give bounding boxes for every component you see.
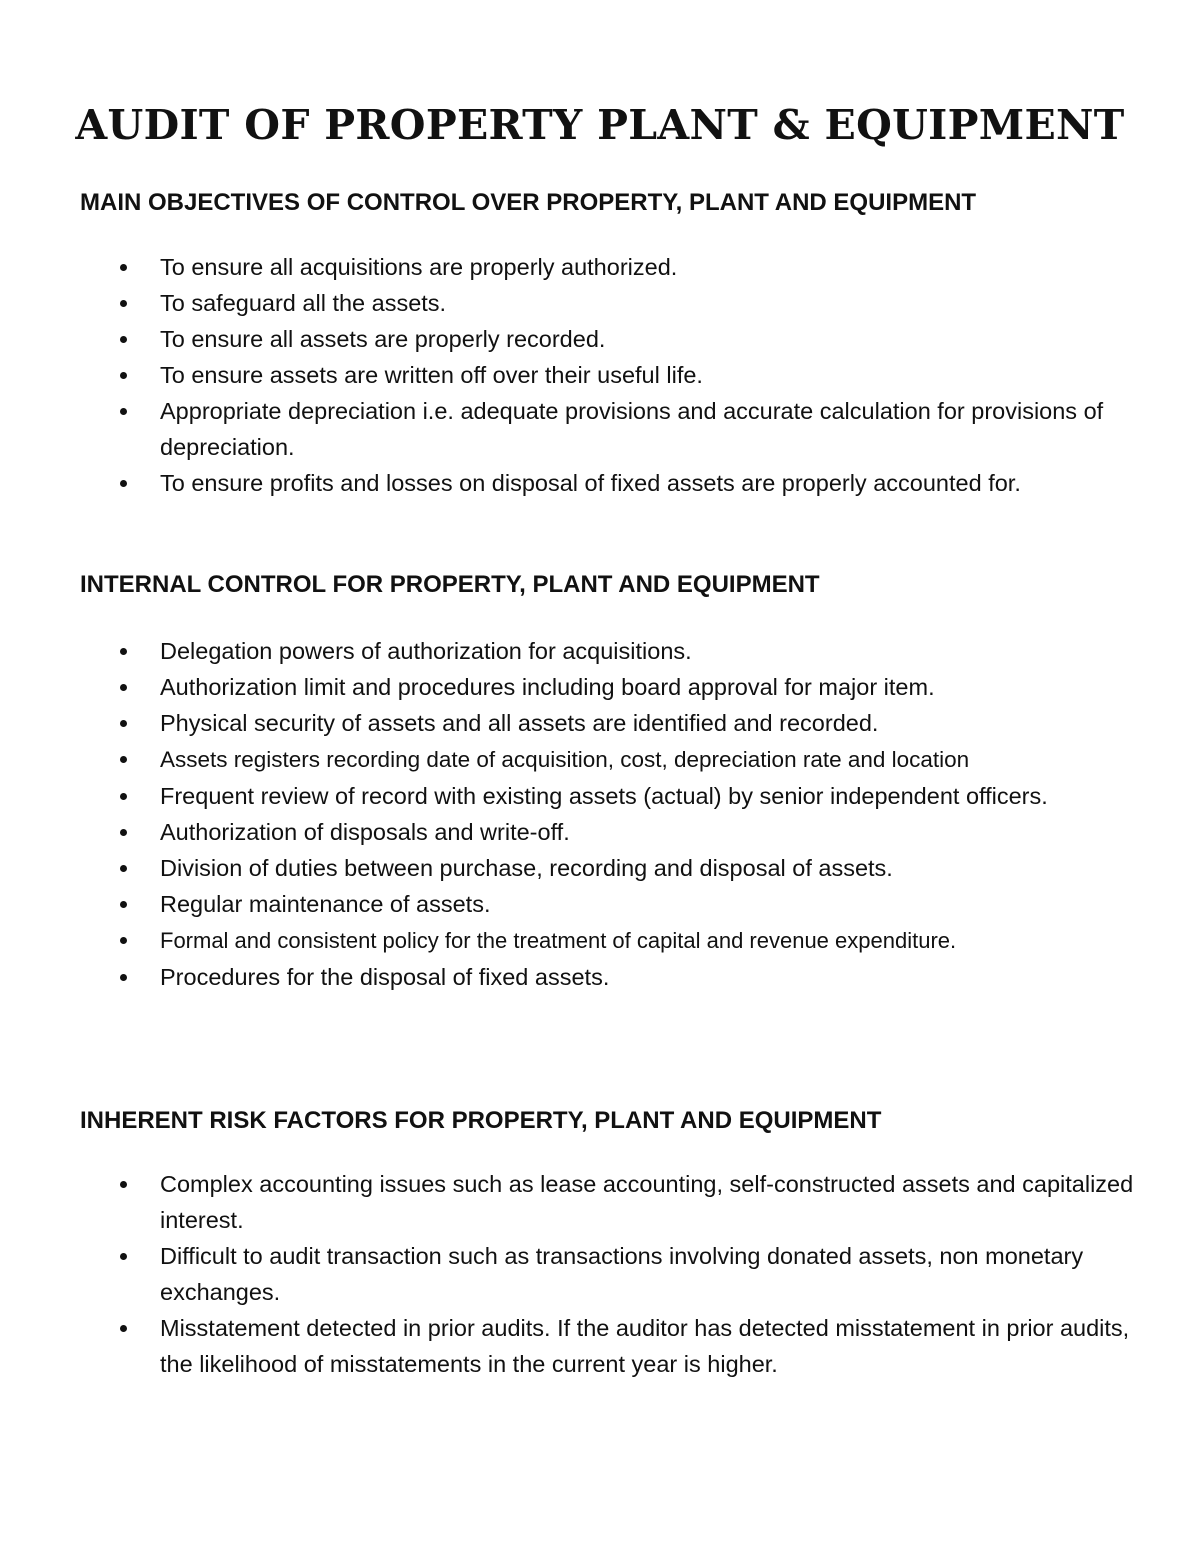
bullet-icon — [120, 793, 127, 800]
list-item: Assets registers recording date of acquisition, cost, depreciation rate and location — [0, 741, 1200, 778]
bullet-icon — [120, 1181, 127, 1188]
bullet-icon — [120, 1325, 127, 1332]
bullet-icon — [120, 300, 127, 307]
bullet-icon — [120, 865, 127, 872]
bullet-icon — [120, 974, 127, 981]
list-item: Authorization limit and procedures including board approval for major item. — [0, 669, 1200, 705]
bullet-icon — [120, 720, 127, 727]
section-heading-internal-control: INTERNAL CONTROL FOR PROPERTY, PLANT AND EQUIPMENT — [80, 571, 820, 598]
section-heading-inherent-risk: INHERENT RISK FACTORS FOR PROPERTY, PLANT AND EQUIPMENT — [80, 1107, 882, 1134]
list-item: Appropriate depreciation i.e. adequate provisions and accurate calculation for provisions of depreciation. — [0, 393, 1200, 465]
list-item: Regular maintenance of assets. — [0, 886, 1200, 922]
document-title: AUDIT OF PROPERTY PLANT & EQUIPMENT — [75, 101, 1125, 149]
list-item: To ensure all acquisitions are properly authorized. — [0, 249, 1200, 285]
bullet-icon — [120, 480, 127, 487]
list-item: Complex accounting issues such as lease accounting, self-constructed assets and capitalized interest. — [0, 1166, 1200, 1238]
list-item: Delegation powers of authorization for acquisitions. — [0, 633, 1200, 669]
list-item: Misstatement detected in prior audits. If the auditor has detected misstatement in prior audits, the likelihood of misstatements in the current year is higher. — [0, 1310, 1200, 1382]
bullet-icon — [120, 756, 127, 763]
list-item: Physical security of assets and all assets are identified and recorded. — [0, 705, 1200, 741]
list-item: Authorization of disposals and write-off. — [0, 814, 1200, 850]
bullet-icon — [120, 901, 127, 908]
list-item: To ensure profits and losses on disposal of fixed assets are properly accounted for. — [0, 465, 1200, 501]
list-item: Procedures for the disposal of fixed assets. — [0, 959, 1200, 995]
bullet-icon — [120, 372, 127, 379]
bullet-icon — [120, 829, 127, 836]
bullet-icon — [120, 1253, 127, 1260]
list-item: Division of duties between purchase, recording and disposal of assets. — [0, 850, 1200, 886]
bullet-icon — [120, 264, 127, 271]
bullet-icon — [120, 336, 127, 343]
list-item: To safeguard all the assets. — [0, 285, 1200, 321]
list-item: Difficult to audit transaction such as transactions involving donated assets, non monetary exchanges. — [0, 1238, 1200, 1310]
bullet-list-main-objectives — [0, 249, 1200, 501]
section-heading-main-objectives: MAIN OBJECTIVES OF CONTROL OVER PROPERTY, PLANT AND EQUIPMENT — [80, 189, 977, 216]
bullet-icon — [120, 684, 127, 691]
bullet-icon — [120, 408, 127, 415]
bullet-icon — [120, 937, 127, 944]
bullet-icon — [120, 648, 127, 655]
list-item: Formal and consistent policy for the treatment of capital and revenue expenditure. — [0, 922, 1200, 959]
list-item: To ensure assets are written off over their useful life. — [0, 357, 1200, 393]
bullet-list-inherent-risk — [0, 1166, 1200, 1382]
bullet-list-internal-control — [0, 633, 1200, 995]
list-item: To ensure all assets are properly recorded. — [0, 321, 1200, 357]
list-item: Frequent review of record with existing assets (actual) by senior independent officers. — [0, 778, 1200, 814]
